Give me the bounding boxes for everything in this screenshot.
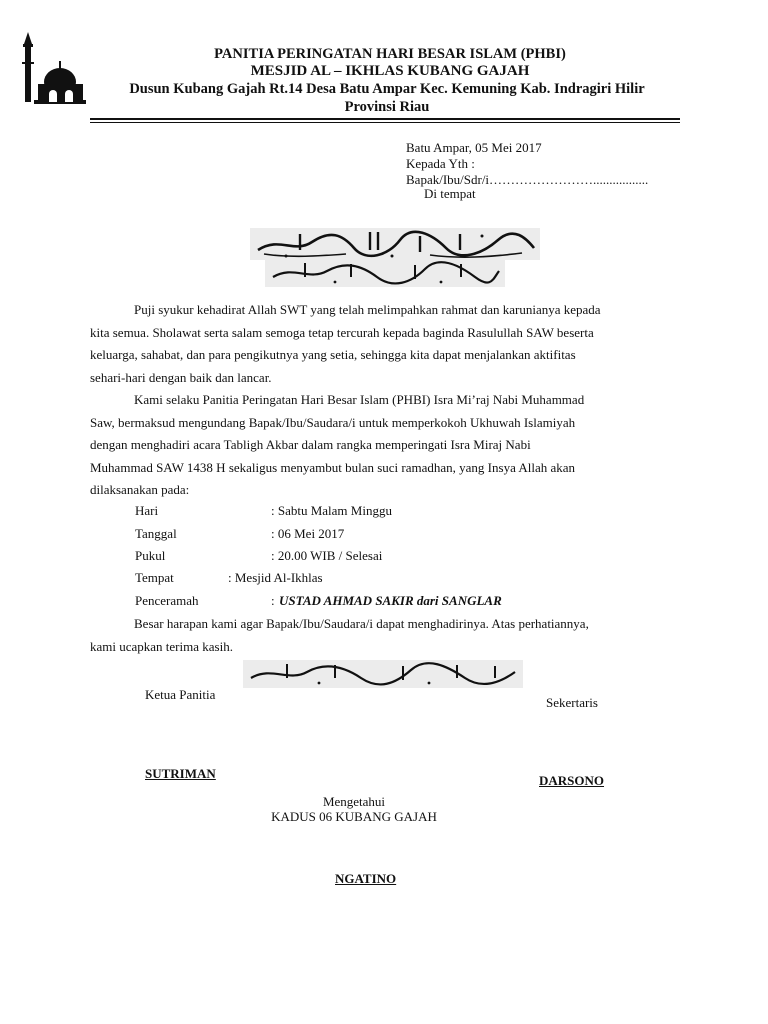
detail-label-day: Hari <box>135 503 159 518</box>
paragraph-line: Besar harapan kami agar Bapak/Ibu/Saudara/i dapat menghadirinya. Atas perhatiannya, <box>134 616 589 631</box>
paragraph-line: sehari-hari dengan baik dan lancar. <box>90 369 272 385</box>
detail-value-speaker-colon: : <box>271 593 275 608</box>
paragraph-line: Kami selaku Panitia Peringatan Hari Besar Islam (PHBI) Isra Mi’raj Nabi Muhammad <box>134 392 585 407</box>
detail-value-speaker: USTAD AHMAD SAKIR dari SANGLAR <box>279 593 502 608</box>
acknowledgement-label: Mengetahui <box>322 794 386 809</box>
province-line: Provinsi Riau <box>344 99 430 115</box>
paragraph-line: kita semua. Sholawat serta salam semoga tetap tercurah kepada baginda Rasulullah SAW beserta <box>90 324 594 340</box>
body-paragraph-1 <box>90 299 678 389</box>
detail-label-place: Tempat <box>135 570 174 585</box>
detail-label-date: Tanggal <box>135 526 177 541</box>
detail-value-time: : 20.00 WIB / Selesai <box>271 548 383 563</box>
paragraph-line: Saw, bermaksud mengundang Bapak/Ibu/Saudara/i untuk memperkokoh Ukhuwah Islamiyah <box>90 414 576 430</box>
acknowledgement-title: KADUS 06 KUBANG GAJAH <box>271 809 437 824</box>
paragraph-line: dilaksanakan pada: <box>90 482 190 498</box>
addressee-label: Kepada Yth : <box>406 156 475 171</box>
mosque-icon <box>20 32 86 106</box>
letterhead-rule <box>90 118 680 120</box>
paragraph-line: Puji syukur kehadirat Allah SWT yang telah melimpahkan rahmat dan karunianya kepada <box>134 302 601 317</box>
org-title: PANITIA PERINGATAN HARI BESAR ISLAM (PHBI) <box>214 46 566 62</box>
detail-label-time: Pukul <box>135 548 166 563</box>
detail-label-speaker: Penceramah <box>135 593 199 608</box>
secretary-name: DARSONO <box>539 773 605 788</box>
place-date: Batu Ampar, 05 Mei 2017 <box>406 140 542 155</box>
detail-value-place: : Mesjid Al-Ikhlas <box>228 570 323 585</box>
paragraph-line: keluarga, sahabat, dan para pengikutnya yang setia, sehingga kita dapat menjalankan aktifitas <box>90 347 576 363</box>
recipient-location: Di tempat <box>424 186 476 201</box>
paragraph-line: kami ucapkan terima kasih. <box>90 638 233 654</box>
bismillah-calligraphy <box>250 228 540 260</box>
closing-salam-calligraphy <box>243 660 523 688</box>
recipient-line: Bapak/Ibu/Sdr/i……………………................. <box>406 172 649 187</box>
letterhead-rule-thin <box>90 122 680 123</box>
chair-title: Ketua Panitia <box>145 687 216 702</box>
mosque-name: MESJID AL – IKHLAS KUBANG GAJAH <box>250 63 530 79</box>
detail-value-date: : 06 Mei 2017 <box>271 526 345 541</box>
village-head-name: NGATINO <box>335 871 397 886</box>
detail-value-day: : Sabtu Malam Minggu <box>271 503 392 518</box>
paragraph-line: dengan menghadiri acara Tabligh Akbar dalam rangka memperingati Isra Miraj Nabi <box>90 437 531 453</box>
paragraph-line: Muhammad SAW 1438 H sekaligus menyambut bulan suci ramadhan, yang Insya Allah akan <box>90 459 576 475</box>
body-paragraph-2 <box>90 389 678 502</box>
address-line: Dusun Kubang Gajah Rt.14 Desa Batu Ampar Kec. Kemuning Kab. Indragiri Hilir <box>129 81 645 97</box>
salam-calligraphy <box>265 259 505 287</box>
secretary-title: Sekertaris <box>546 695 598 710</box>
chair-name: SUTRIMAN <box>145 766 216 781</box>
closing-paragraph <box>90 613 678 658</box>
